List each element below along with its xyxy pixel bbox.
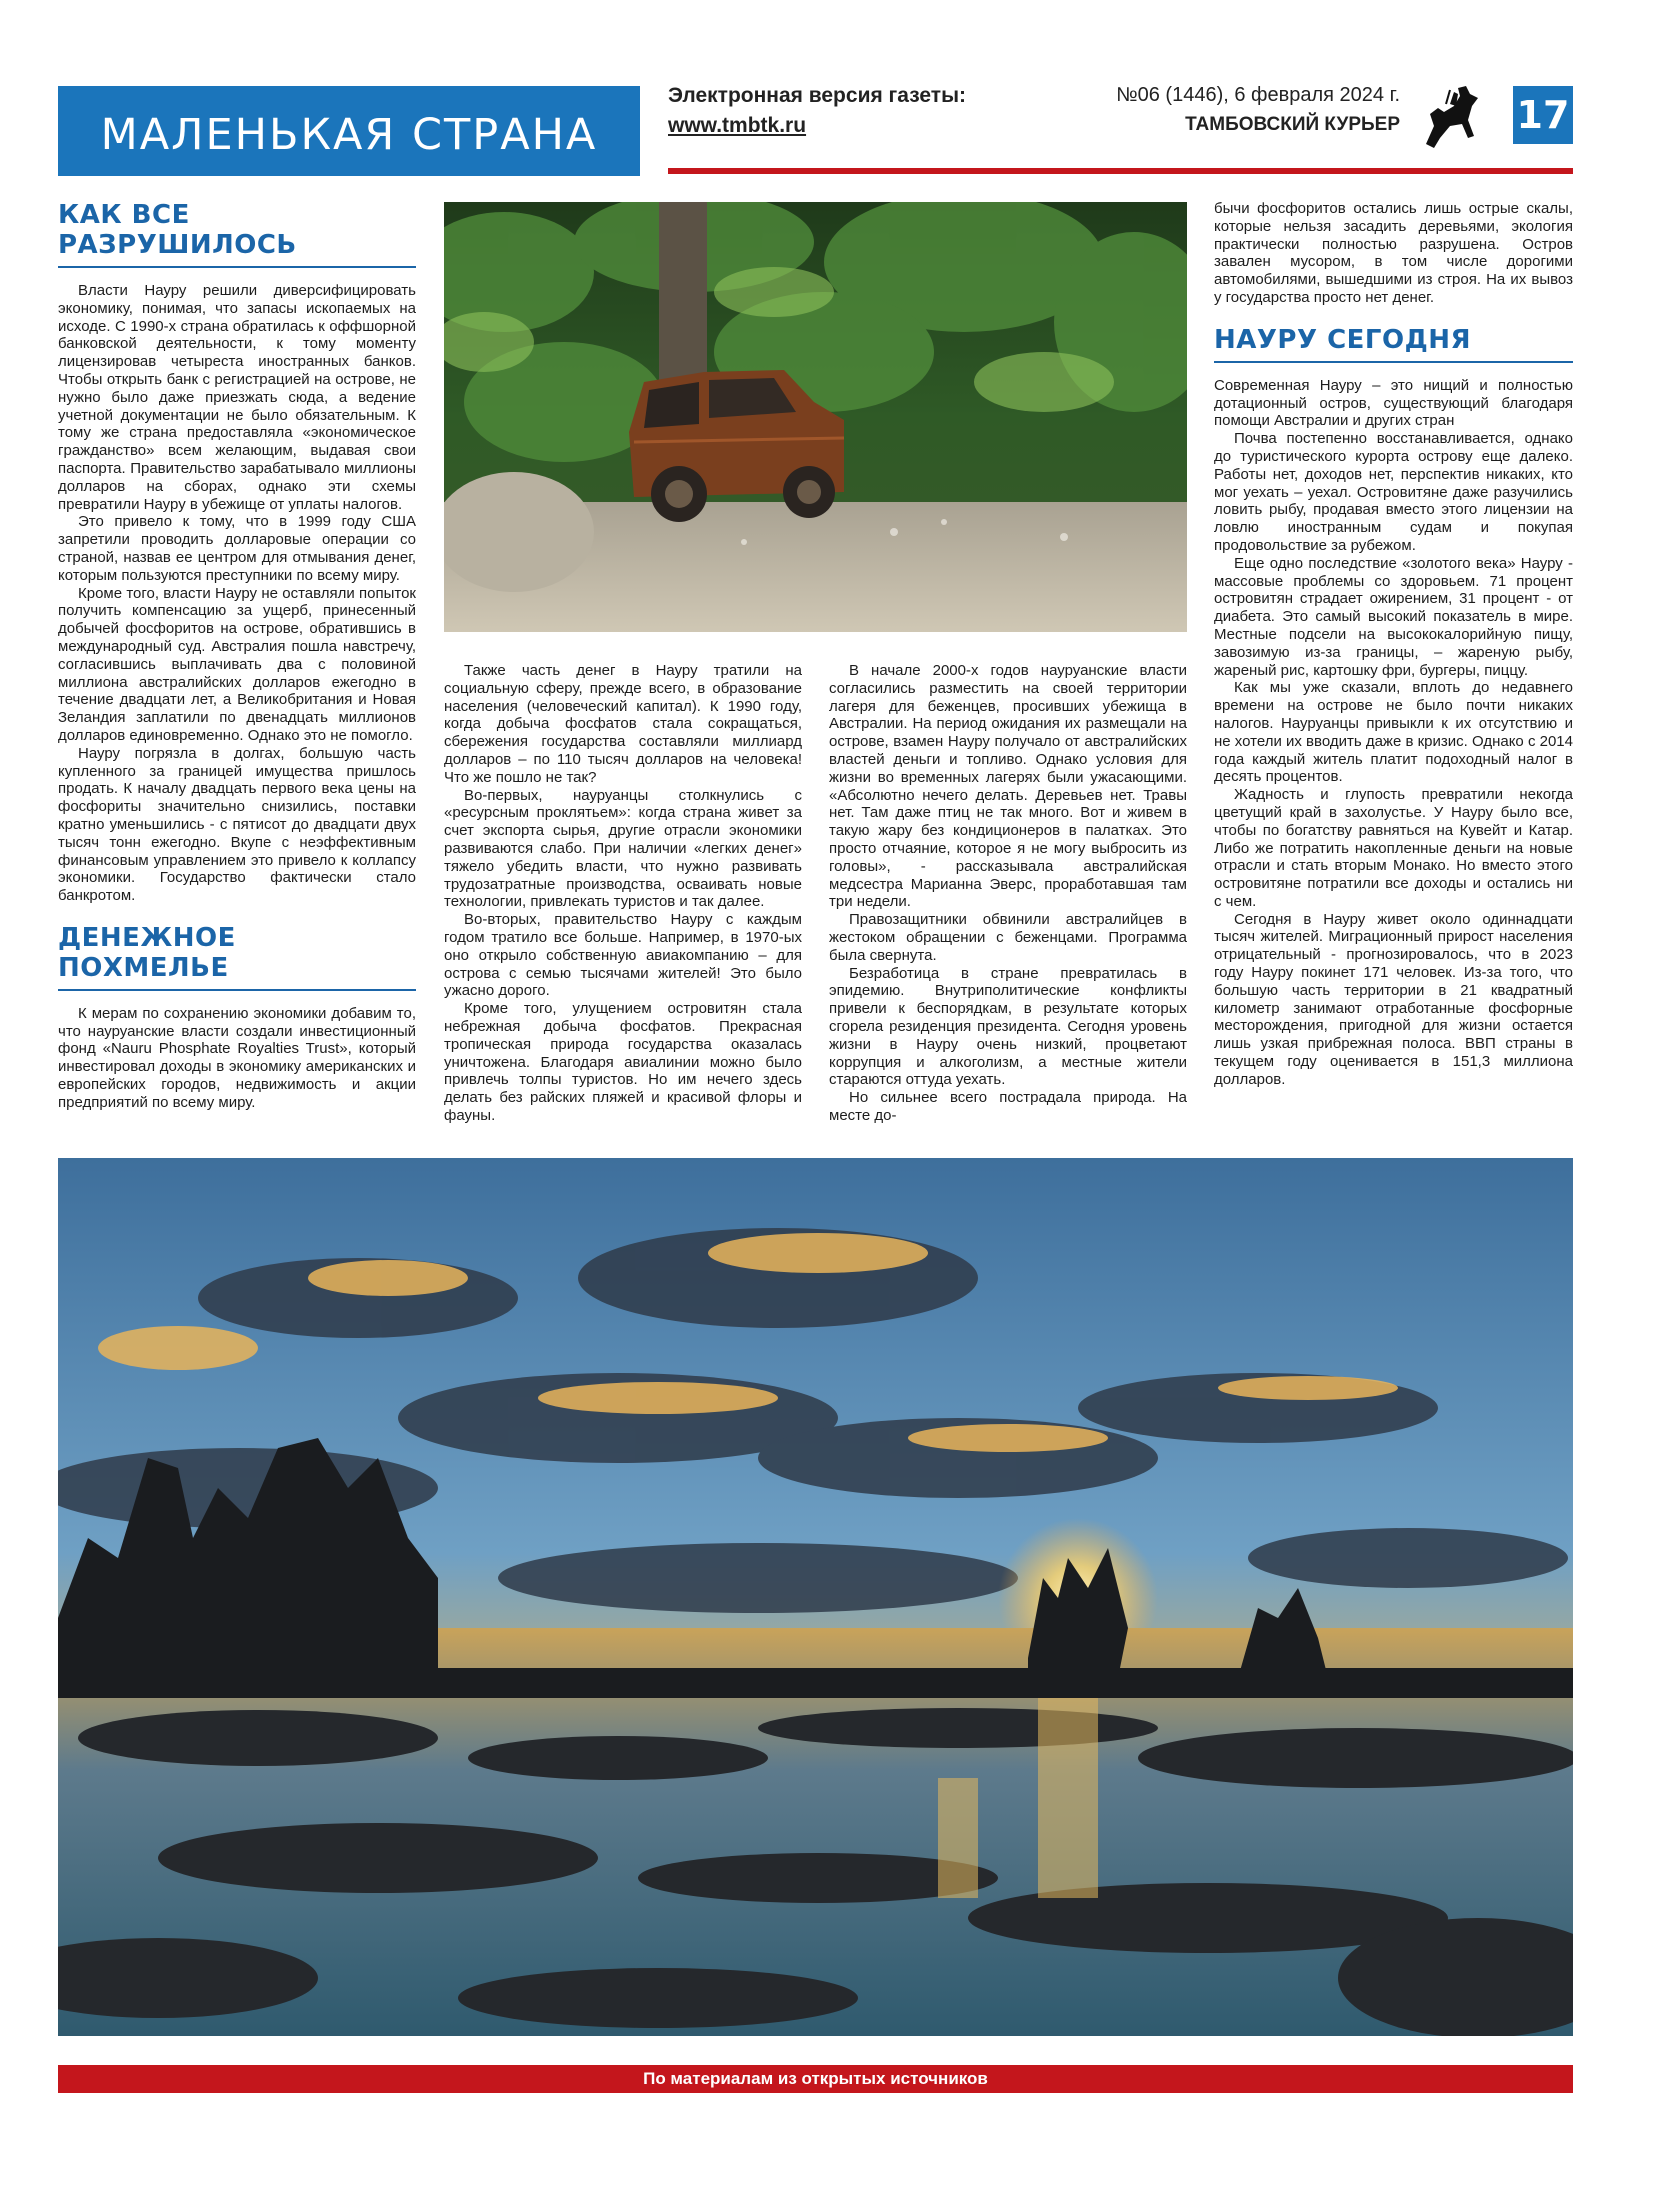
section-rubric [58, 86, 640, 176]
paragraph: Во-вторых, правительство Науру с каждым годом тратило все больше. Например, в 1970-ых оно открыло собственную авиакомпанию – для острова с семью тысячами жителей! Это было ужасно дорого. [444, 911, 802, 1000]
column-4-text-top [1214, 200, 1573, 307]
heading-how-it-collapsed: КАК ВСЕ РАЗРУШИЛОСЬ [58, 200, 416, 268]
paper-name: ТАМБОВСКИЙ КУРЬЕР [1185, 114, 1400, 135]
paragraph: Кроме того, власти Науру не оставляли попыток получить компенсацию за ущерб, принесенный добычей фосфоритов на острове, обратившись в международный суд. Австралия пошла навстречу, согласившись выплачивать два с половиной миллиона австралийских долларов ежегодно в течение двадцати лет, а Великобритания и Новая Зеландия заплатили по двенадцать миллионов долларов единовременно. Однако это не помогло. [58, 584, 416, 744]
paragraph: Почва постепенно восстанавливается, однако до туристического курорта острову еще далеко. Работы нет, доходов нет, перспектив никаких, кто мог уехать – уехал. Островитяне даже разучились ловить рыбу, продавая вместо этого лицензии на ловлю иностранным судам и покупая продовольствие за рубежом. [1214, 430, 1573, 554]
column-2-text [444, 662, 802, 1125]
section-title: МАЛЕНЬКАЯ СТРАНА [100, 110, 598, 160]
paragraph: Безработица в стране превратилась в эпидемию. Внутриполитические конфликты привели к беспорядкам, в результате которых сгорела резиденция президента. Сегодня уровень жизни в Науру очень низкий, процветают коррупция и алкоголизм, а местные жители стараются оттуда уехать. [829, 964, 1187, 1089]
paragraph: Кроме того, улущением островитян стала небрежная добыча фосфатов. Прекрасная тропическая природа государства оказалась уничтожена. Благодаря авиалинии можно было привлечь толпы туристов. Но им нечего здесь делать без райских пляжей и красивой флоры и фауны. [444, 1000, 802, 1124]
paragraph: Жадность и глупость превратили некогда цветущий край в захолустье. У Науру было все, чтобы по богатству равняться на Кувейт и Катар. Либо же потратить накопленные деньги на новые отрасли и стать вторым Монако. Но вместо этого островитяне потратили все доходы и остались ни с чем. [1214, 786, 1573, 910]
horse-rider-logo-icon [1420, 84, 1482, 150]
column-1-text-2 [58, 1005, 416, 1112]
paragraph: Это привело к тому, что в 1999 году США запретили проводить долларовые операции со страной, назвав ее центром для отмывания денег, которым пользуются преступники по всему миру. [58, 513, 416, 584]
paragraph: Как мы уже сказали, вплоть до недавнего времени на острове не было почти никаких налогов. Науруанцы привыкли к их отсутствию и не хотели их вводить даже в кризис. Однако с 2014 года каждый житель платит подоходный налог в десять процентов. [1214, 679, 1573, 786]
column-1-text [58, 282, 416, 905]
page-number: 17 [1513, 86, 1573, 144]
header-rule [668, 168, 1573, 174]
paragraph: Во-первых, науруанцы столкнулись с «ресурсным проклятьем»: когда страна живет за счет экспорта сырья, другие отрасли экономики развиваются слабо. При наличии «легких денег» тяжело убедить власти, что нужно развивать трудозатратные производства, осваивать новые технологии, привлекать туристов и так далее. [444, 786, 802, 911]
column-3-text [829, 662, 1187, 1125]
paragraph: Власти Науру решили диверсифицировать экономику, понимая, что запасы ископаемых на исходе. С 1990-х страна обратилась к оффшорной банковской деятельности, к тому моменту лицензировав четыреста иностранных банков. Чтобы открыть банк с регистрацией на острове, не нужно было даже приезжать сюда, а ведение учетной документации не было обязательным. К тому же страна предоставляла «экономическое гражданство» всем желающим, выдавая свои паспорта. Правительство зарабатывало миллионы долларов на сборах, однако эти схемы превратили Науру в убежище от уплаты налогов. [58, 282, 416, 513]
sunset-pinnacles-photo [58, 1158, 1573, 2036]
column-4 [1214, 200, 1573, 1089]
paragraph: Еще одно последствие «золотого века» Науру - массовые проблемы со здоровьем. 71 процент островитян страдает ожирением, 31 процент - от диабета. Это самый высокий показатель в мире. Местные подсели на высококалорийную пищу, завозимую из-за границы, – жареную рыбу, жареный рис, картошку фри, бургеры, пиццу. [1214, 554, 1573, 679]
edition-label: Электронная версия газеты: [668, 84, 967, 107]
rusted-car-photo [444, 202, 1187, 632]
paragraph: Сегодня в Науру живет около одиннадцати тысяч жителей. Миграционный прирост населения отрицательный - прогнозировалось, что в 2023 году Науру покинет 171 человек. Из-за того, что большую часть территории в 21 квадратный километр занимают отработанные фосфорные месторождения, пригодной для жизни остается лишь узкая прибрежная полоса. ВВП страны в текущем году оценивается в 151,3 миллиона долларов. [1214, 910, 1573, 1088]
issue-info: №06 (1446), 6 февраля 2024 г. [1116, 84, 1400, 106]
footer-bar [58, 2065, 1573, 2093]
heading-nauru-today: НАУРУ СЕГОДНЯ [1214, 325, 1573, 363]
paragraph: Также часть денег в Науру тратили на социальную сферу, прежде всего, в образование населения (человеческий капитал). К 1990 году, когда добыча фосфатов стала сокращаться, сбережения государства составляли миллиард долларов – по 110 тысяч долларов на человека! Что же пошло не так? [444, 662, 802, 786]
column-4-text [1214, 377, 1573, 1089]
column-1 [58, 200, 416, 1112]
footer-source: По материалам из открытых источников [643, 2069, 988, 2088]
paragraph: Современная Науру – это нищий и полностью дотационный остров, существующий благодаря помощи Австралии и других стран [1214, 376, 1573, 430]
paragraph: В начале 2000-х годов науруанские власти согласились разместить на своей территории лагеря для беженцев, просивших убежища в Австралии. На период ожидания их размещали на острове, взамен Науру получало от австралийских властей деньги и топливо. Однако условия для жизни во временных лагерях были ужасающими. «Абсолютно нечего делать. Деревьев нет. Травы нет. Там даже птиц не так много. Вот и живем в такую жару без кондиционеров в палатках. Это просто отчаяние, которое я не могу выбросить из головы», - рассказывала австралийская медсестра Марианна Эверс, проработавшая там три недели. [829, 662, 1187, 911]
paragraph: Науру погрязла в долгах, большую часть купленного за границей имущества пришлось продать. К началу двадцать первого века цены на фосфориты значительно снизились, поставки кратно уменьшились - с пятисот до двадцати двух тысяч тонн ежегодно. Вкупе с неэффективным финансовым управлением это привело к коллапсу экономики. Государство фактически стало банкротом. [58, 744, 416, 905]
edition-link[interactable]: www.tmbtk.ru [668, 114, 807, 137]
paragraph: Правозащитники обвинили австралийцев в жестоком обращении с беженцами. Программа была свернута. [829, 911, 1187, 964]
paragraph: К мерам по сохранению экономики добавим то, что науруанские власти создали инвестиционный фонд «Nauru Phosphate Royalties Trust», который инвестировал доходы в экономику американских и европейских городов, недвижимость и акции предприятий по всему миру. [58, 1004, 416, 1111]
paragraph: бычи фосфоритов остались лишь острые скалы, которые нельзя засадить деревьями, экология практически полностью разрушена. Остров завален мусором, в том числе дорогими автомобилями, вышедшими из строя. На их вывоз у государства просто нет денег. [1214, 200, 1573, 306]
heading-money-hangover: ДЕНЕЖНОЕ ПОХМЕЛЬЕ [58, 923, 416, 991]
paragraph: Но сильнее всего пострадала природа. На месте до- [829, 1089, 1187, 1124]
